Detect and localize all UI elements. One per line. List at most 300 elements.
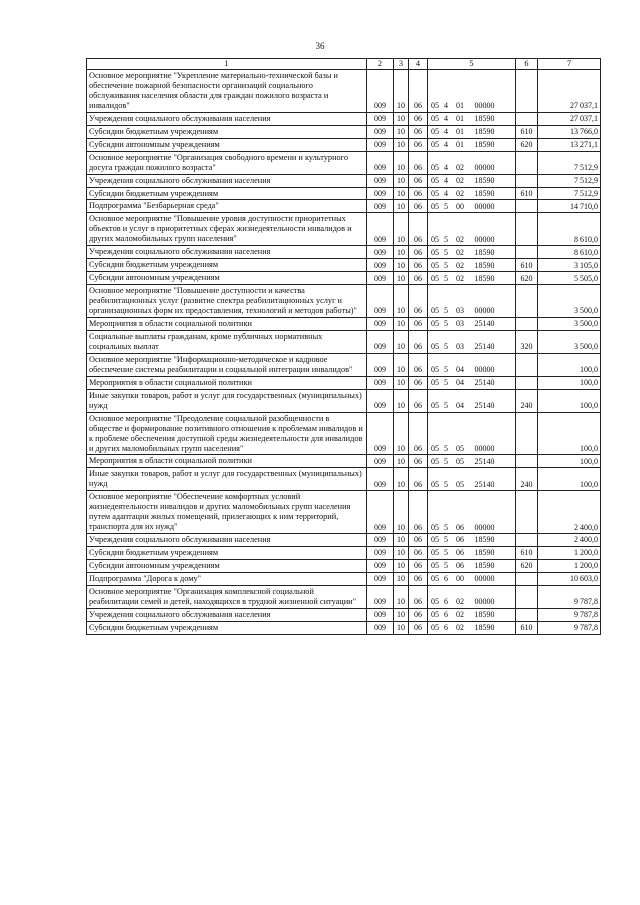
budget-table xyxy=(86,58,601,635)
row-amount: 100,0 xyxy=(538,468,601,491)
row-amount: 100,0 xyxy=(538,353,601,376)
target-program: 05 xyxy=(431,140,439,150)
target-direction: 18590 xyxy=(474,260,495,270)
row-target-article xyxy=(428,213,516,246)
target-program: 05 xyxy=(431,401,439,411)
table-row xyxy=(87,572,601,585)
row-ministry-code: 009 xyxy=(367,353,394,376)
target-direction: 00000 xyxy=(474,597,495,607)
row-expense-type: 610 xyxy=(516,259,538,272)
target-direction: 25140 xyxy=(474,378,495,388)
row-subsection-code: 06 xyxy=(409,187,428,200)
table-row xyxy=(87,151,601,174)
header-col-2: 2 xyxy=(367,59,394,70)
header-col-3: 3 xyxy=(394,59,409,70)
row-amount: 13 766,0 xyxy=(538,125,601,138)
row-ministry-code: 009 xyxy=(367,285,394,318)
row-ministry-code: 009 xyxy=(367,376,394,389)
row-name: Субсидии бюджетным учреждениям xyxy=(87,259,367,272)
target-activity: 06 xyxy=(456,548,464,558)
header-col-7: 7 xyxy=(538,59,601,70)
row-name: Субсидии автономным учреждениям xyxy=(87,560,367,573)
header-col-1: 1 xyxy=(87,59,367,70)
target-subprogram: 5 xyxy=(444,561,448,571)
target-direction: 18590 xyxy=(474,561,495,571)
row-ministry-code: 009 xyxy=(367,259,394,272)
target-activity: 01 xyxy=(456,101,464,111)
row-section-code: 10 xyxy=(394,187,409,200)
target-direction: 18590 xyxy=(474,273,495,283)
row-name: Учреждения социального обслуживания населения xyxy=(87,534,367,547)
row-name: Учреждения социального обслуживания населения xyxy=(87,174,367,187)
row-expense-type: 620 xyxy=(516,272,538,285)
row-name: Мероприятия в области социальной политики xyxy=(87,376,367,389)
target-direction: 00000 xyxy=(474,201,495,211)
target-subprogram: 5 xyxy=(444,260,448,270)
target-activity: 02 xyxy=(456,597,464,607)
row-section-code: 10 xyxy=(394,534,409,547)
target-direction: 00000 xyxy=(474,522,495,532)
row-target-article xyxy=(428,534,516,547)
row-amount: 9 787,8 xyxy=(538,585,601,608)
target-activity: 02 xyxy=(456,610,464,620)
row-ministry-code: 009 xyxy=(367,272,394,285)
target-program: 05 xyxy=(431,201,439,211)
target-direction: 25140 xyxy=(474,401,495,411)
header-col-4: 4 xyxy=(409,59,428,70)
row-target-article xyxy=(428,70,516,113)
target-program: 05 xyxy=(431,535,439,545)
table-row xyxy=(87,259,601,272)
target-direction: 18590 xyxy=(474,175,495,185)
target-subprogram: 5 xyxy=(444,378,448,388)
target-program: 05 xyxy=(431,101,439,111)
table-row xyxy=(87,547,601,560)
row-expense-type xyxy=(516,174,538,187)
row-expense-type xyxy=(516,285,538,318)
target-activity: 02 xyxy=(456,247,464,257)
row-expense-type xyxy=(516,534,538,547)
row-expense-type xyxy=(516,200,538,213)
target-activity: 02 xyxy=(456,273,464,283)
row-section-code: 10 xyxy=(394,318,409,331)
target-direction: 25140 xyxy=(474,342,495,352)
row-ministry-code: 009 xyxy=(367,608,394,621)
target-activity: 04 xyxy=(456,378,464,388)
target-subprogram: 6 xyxy=(444,610,448,620)
row-target-article xyxy=(428,389,516,412)
target-program: 05 xyxy=(431,319,439,329)
row-section-code: 10 xyxy=(394,174,409,187)
row-subsection-code: 06 xyxy=(409,272,428,285)
target-program: 05 xyxy=(431,456,439,466)
table-row xyxy=(87,376,601,389)
target-subprogram: 5 xyxy=(444,443,448,453)
row-subsection-code: 06 xyxy=(409,174,428,187)
row-name: Основное мероприятие "Повышение доступности и качества реабилитационных услуг (развитие спектра реабилитационных услуг и организационных форм их предоставления, технологий и методов работы)" xyxy=(87,285,367,318)
target-activity: 05 xyxy=(456,443,464,453)
row-section-code: 10 xyxy=(394,585,409,608)
row-expense-type: 610 xyxy=(516,125,538,138)
target-subprogram: 4 xyxy=(444,101,448,111)
row-subsection-code: 06 xyxy=(409,547,428,560)
row-ministry-code: 009 xyxy=(367,125,394,138)
row-expense-type xyxy=(516,318,538,331)
row-expense-type: 610 xyxy=(516,621,538,634)
row-ministry-code: 009 xyxy=(367,455,394,468)
row-section-code: 10 xyxy=(394,608,409,621)
row-expense-type: 320 xyxy=(516,330,538,353)
target-subprogram: 5 xyxy=(444,234,448,244)
row-subsection-code: 06 xyxy=(409,200,428,213)
target-program: 05 xyxy=(431,234,439,244)
table-row xyxy=(87,621,601,634)
row-amount: 2 400,0 xyxy=(538,534,601,547)
row-target-article xyxy=(428,572,516,585)
row-amount: 3 500,0 xyxy=(538,330,601,353)
target-activity: 02 xyxy=(456,260,464,270)
target-activity: 03 xyxy=(456,306,464,316)
header-col-6: 6 xyxy=(516,59,538,70)
target-program: 05 xyxy=(431,522,439,532)
row-target-article xyxy=(428,560,516,573)
row-subsection-code: 06 xyxy=(409,112,428,125)
row-expense-type xyxy=(516,455,538,468)
target-direction: 18590 xyxy=(474,247,495,257)
table-row xyxy=(87,491,601,534)
row-target-article xyxy=(428,187,516,200)
table-row xyxy=(87,112,601,125)
target-program: 05 xyxy=(431,597,439,607)
row-ministry-code: 009 xyxy=(367,585,394,608)
row-subsection-code: 06 xyxy=(409,330,428,353)
row-section-code: 10 xyxy=(394,272,409,285)
target-activity: 01 xyxy=(456,140,464,150)
row-expense-type xyxy=(516,412,538,455)
row-ministry-code: 009 xyxy=(367,547,394,560)
row-section-code: 10 xyxy=(394,412,409,455)
target-direction: 18590 xyxy=(474,535,495,545)
target-subprogram: 4 xyxy=(444,114,448,124)
row-ministry-code: 009 xyxy=(367,174,394,187)
target-program: 05 xyxy=(431,114,439,124)
row-subsection-code: 06 xyxy=(409,491,428,534)
target-program: 05 xyxy=(431,561,439,571)
row-ministry-code: 009 xyxy=(367,112,394,125)
row-name: Субсидии бюджетным учреждениям xyxy=(87,547,367,560)
row-amount: 7 512,9 xyxy=(538,151,601,174)
row-ministry-code: 009 xyxy=(367,491,394,534)
target-activity: 06 xyxy=(456,535,464,545)
target-program: 05 xyxy=(431,378,439,388)
row-section-code: 10 xyxy=(394,491,409,534)
row-name: Учреждения социального обслуживания населения xyxy=(87,608,367,621)
row-section-code: 10 xyxy=(394,151,409,174)
row-subsection-code: 06 xyxy=(409,608,428,621)
row-amount: 14 710,0 xyxy=(538,200,601,213)
table-row xyxy=(87,534,601,547)
target-subprogram: 5 xyxy=(444,319,448,329)
row-ministry-code: 009 xyxy=(367,560,394,573)
table-row xyxy=(87,285,601,318)
row-section-code: 10 xyxy=(394,560,409,573)
target-activity: 02 xyxy=(456,162,464,172)
target-direction: 00000 xyxy=(474,306,495,316)
target-direction: 18590 xyxy=(474,623,495,633)
row-name: Мероприятия в области социальной политики xyxy=(87,318,367,331)
target-subprogram: 5 xyxy=(444,365,448,375)
table-row xyxy=(87,330,601,353)
target-program: 05 xyxy=(431,188,439,198)
row-subsection-code: 06 xyxy=(409,125,428,138)
target-program: 05 xyxy=(431,365,439,375)
row-target-article xyxy=(428,200,516,213)
row-subsection-code: 06 xyxy=(409,213,428,246)
target-subprogram: 6 xyxy=(444,623,448,633)
row-expense-type xyxy=(516,112,538,125)
target-activity: 02 xyxy=(456,188,464,198)
row-ministry-code: 009 xyxy=(367,213,394,246)
row-subsection-code: 06 xyxy=(409,318,428,331)
row-subsection-code: 06 xyxy=(409,455,428,468)
row-target-article xyxy=(428,318,516,331)
target-direction: 18590 xyxy=(474,127,495,137)
table-row xyxy=(87,187,601,200)
target-direction: 00000 xyxy=(474,574,495,584)
row-ministry-code: 009 xyxy=(367,412,394,455)
target-subprogram: 5 xyxy=(444,273,448,283)
row-subsection-code: 06 xyxy=(409,534,428,547)
row-target-article xyxy=(428,412,516,455)
row-subsection-code: 06 xyxy=(409,621,428,634)
row-expense-type xyxy=(516,608,538,621)
row-target-article xyxy=(428,376,516,389)
target-activity: 02 xyxy=(456,623,464,633)
row-section-code: 10 xyxy=(394,112,409,125)
row-section-code: 10 xyxy=(394,125,409,138)
table-row xyxy=(87,272,601,285)
row-section-code: 10 xyxy=(394,621,409,634)
target-subprogram: 4 xyxy=(444,162,448,172)
target-direction: 18590 xyxy=(474,140,495,150)
target-subprogram: 5 xyxy=(444,201,448,211)
row-name: Основное мероприятие "Организация комплексной социальной реабилитации семей и детей, находящихся в трудной жизненной ситуации" xyxy=(87,585,367,608)
row-ministry-code: 009 xyxy=(367,70,394,113)
target-direction: 00000 xyxy=(474,162,495,172)
target-activity: 06 xyxy=(456,561,464,571)
target-program: 05 xyxy=(431,162,439,172)
target-direction: 18590 xyxy=(474,548,495,558)
row-name: Учреждения социального обслуживания населения xyxy=(87,112,367,125)
target-program: 05 xyxy=(431,306,439,316)
row-ministry-code: 009 xyxy=(367,187,394,200)
target-direction: 00000 xyxy=(474,101,495,111)
row-amount: 10 603,0 xyxy=(538,572,601,585)
target-subprogram: 5 xyxy=(444,479,448,489)
row-section-code: 10 xyxy=(394,285,409,318)
row-target-article xyxy=(428,455,516,468)
row-subsection-code: 06 xyxy=(409,151,428,174)
target-program: 05 xyxy=(431,342,439,352)
row-target-article xyxy=(428,151,516,174)
row-amount: 27 037,1 xyxy=(538,112,601,125)
target-program: 05 xyxy=(431,175,439,185)
target-subprogram: 6 xyxy=(444,574,448,584)
target-program: 05 xyxy=(431,610,439,620)
row-name: Учреждения социального обслуживания населения xyxy=(87,246,367,259)
row-target-article xyxy=(428,125,516,138)
row-expense-type xyxy=(516,572,538,585)
row-expense-type: 610 xyxy=(516,187,538,200)
row-section-code: 10 xyxy=(394,259,409,272)
row-ministry-code: 009 xyxy=(367,138,394,151)
row-name: Социальные выплаты гражданам, кроме публичных нормативных социальных выплат xyxy=(87,330,367,353)
target-direction: 18590 xyxy=(474,188,495,198)
target-activity: 01 xyxy=(456,127,464,137)
row-ministry-code: 009 xyxy=(367,468,394,491)
row-target-article xyxy=(428,547,516,560)
row-name: Субсидии бюджетным учреждениям xyxy=(87,125,367,138)
target-direction: 25140 xyxy=(474,456,495,466)
target-subprogram: 6 xyxy=(444,597,448,607)
target-subprogram: 5 xyxy=(444,535,448,545)
row-target-article xyxy=(428,621,516,634)
row-amount: 9 787,8 xyxy=(538,608,601,621)
row-target-article xyxy=(428,174,516,187)
row-target-article xyxy=(428,138,516,151)
row-amount: 9 787,8 xyxy=(538,621,601,634)
target-direction: 00000 xyxy=(474,234,495,244)
row-target-article xyxy=(428,491,516,534)
row-amount: 27 037,1 xyxy=(538,70,601,113)
row-expense-type xyxy=(516,376,538,389)
target-direction: 25140 xyxy=(474,479,495,489)
target-subprogram: 5 xyxy=(444,306,448,316)
target-subprogram: 4 xyxy=(444,175,448,185)
table-row xyxy=(87,138,601,151)
target-subprogram: 5 xyxy=(444,247,448,257)
target-activity: 02 xyxy=(456,234,464,244)
target-direction: 18590 xyxy=(474,610,495,620)
target-subprogram: 5 xyxy=(444,548,448,558)
row-target-article xyxy=(428,285,516,318)
target-direction: 00000 xyxy=(474,443,495,453)
row-amount: 3 500,0 xyxy=(538,285,601,318)
target-activity: 06 xyxy=(456,522,464,532)
row-section-code: 10 xyxy=(394,389,409,412)
row-ministry-code: 009 xyxy=(367,330,394,353)
table-row xyxy=(87,353,601,376)
row-amount: 13 271,1 xyxy=(538,138,601,151)
row-subsection-code: 06 xyxy=(409,259,428,272)
row-expense-type: 240 xyxy=(516,389,538,412)
target-program: 05 xyxy=(431,574,439,584)
row-section-code: 10 xyxy=(394,353,409,376)
table-row xyxy=(87,125,601,138)
target-direction: 18590 xyxy=(474,114,495,124)
row-ministry-code: 009 xyxy=(367,534,394,547)
table-row xyxy=(87,560,601,573)
row-expense-type: 620 xyxy=(516,560,538,573)
row-name: Основное мероприятие "Преодоление социальной разобщенности в обществе и формирование позитивного отношения к проблемам инвалидов и к проблеме обеспечения доступной среды жизнедеятельности для инвалидов и других маломобильных групп населения" xyxy=(87,412,367,455)
row-subsection-code: 06 xyxy=(409,376,428,389)
row-section-code: 10 xyxy=(394,468,409,491)
row-subsection-code: 06 xyxy=(409,468,428,491)
row-amount: 3 105,0 xyxy=(538,259,601,272)
target-subprogram: 4 xyxy=(444,127,448,137)
row-section-code: 10 xyxy=(394,547,409,560)
row-subsection-code: 06 xyxy=(409,412,428,455)
target-program: 05 xyxy=(431,548,439,558)
row-amount: 1 200,0 xyxy=(538,547,601,560)
row-expense-type xyxy=(516,213,538,246)
header-col-5: 5 xyxy=(428,59,516,70)
row-amount: 8 610,0 xyxy=(538,213,601,246)
target-subprogram: 5 xyxy=(444,342,448,352)
row-name: Основное мероприятие "Повышение уровня доступности приоритетных объектов и услуг в приоритетных сферах жизнедеятельности инвалидов и других маломобильных групп населения" xyxy=(87,213,367,246)
row-name: Иные закупки товаров, работ и услуг для государственных (муниципальных) нужд xyxy=(87,389,367,412)
row-target-article xyxy=(428,272,516,285)
target-program: 05 xyxy=(431,260,439,270)
target-activity: 00 xyxy=(456,574,464,584)
target-program: 05 xyxy=(431,247,439,257)
row-subsection-code: 06 xyxy=(409,285,428,318)
target-activity: 04 xyxy=(456,365,464,375)
row-name: Субсидии бюджетным учреждениям xyxy=(87,621,367,634)
target-subprogram: 5 xyxy=(444,456,448,466)
target-program: 05 xyxy=(431,273,439,283)
table-row xyxy=(87,200,601,213)
table-row xyxy=(87,246,601,259)
target-direction: 25140 xyxy=(474,319,495,329)
row-expense-type xyxy=(516,353,538,376)
row-name: Основное мероприятие "Информационно-методическое и кадровое обеспечение системы реабилитации и социальной интеграции инвалидов" xyxy=(87,353,367,376)
target-program: 05 xyxy=(431,623,439,633)
row-amount: 100,0 xyxy=(538,376,601,389)
row-expense-type: 240 xyxy=(516,468,538,491)
row-section-code: 10 xyxy=(394,330,409,353)
row-amount: 3 500,0 xyxy=(538,318,601,331)
row-expense-type: 620 xyxy=(516,138,538,151)
row-expense-type xyxy=(516,585,538,608)
target-subprogram: 4 xyxy=(444,188,448,198)
row-name: Субсидии автономным учреждениям xyxy=(87,138,367,151)
target-program: 05 xyxy=(431,127,439,137)
row-subsection-code: 06 xyxy=(409,572,428,585)
row-name: Основное мероприятие "Организация свободного времени и культурного досуга граждан пожилого возраста" xyxy=(87,151,367,174)
row-section-code: 10 xyxy=(394,246,409,259)
row-name: Основное мероприятие "Укрепление материально-технической базы и обеспечение пожарной безопасности организаций социального обслуживания населения области для граждан пожилого возраста и инвалидов" xyxy=(87,70,367,113)
row-amount: 7 512,9 xyxy=(538,187,601,200)
target-activity: 04 xyxy=(456,401,464,411)
row-subsection-code: 06 xyxy=(409,353,428,376)
row-section-code: 10 xyxy=(394,376,409,389)
table-row xyxy=(87,213,601,246)
row-subsection-code: 06 xyxy=(409,389,428,412)
row-target-article xyxy=(428,468,516,491)
row-target-article xyxy=(428,330,516,353)
target-subprogram: 5 xyxy=(444,522,448,532)
target-activity: 00 xyxy=(456,201,464,211)
target-activity: 02 xyxy=(456,175,464,185)
row-expense-type xyxy=(516,246,538,259)
row-ministry-code: 009 xyxy=(367,621,394,634)
row-section-code: 10 xyxy=(394,213,409,246)
row-amount: 100,0 xyxy=(538,412,601,455)
row-ministry-code: 009 xyxy=(367,151,394,174)
row-name: Субсидии автономным учреждениям xyxy=(87,272,367,285)
target-subprogram: 5 xyxy=(444,401,448,411)
